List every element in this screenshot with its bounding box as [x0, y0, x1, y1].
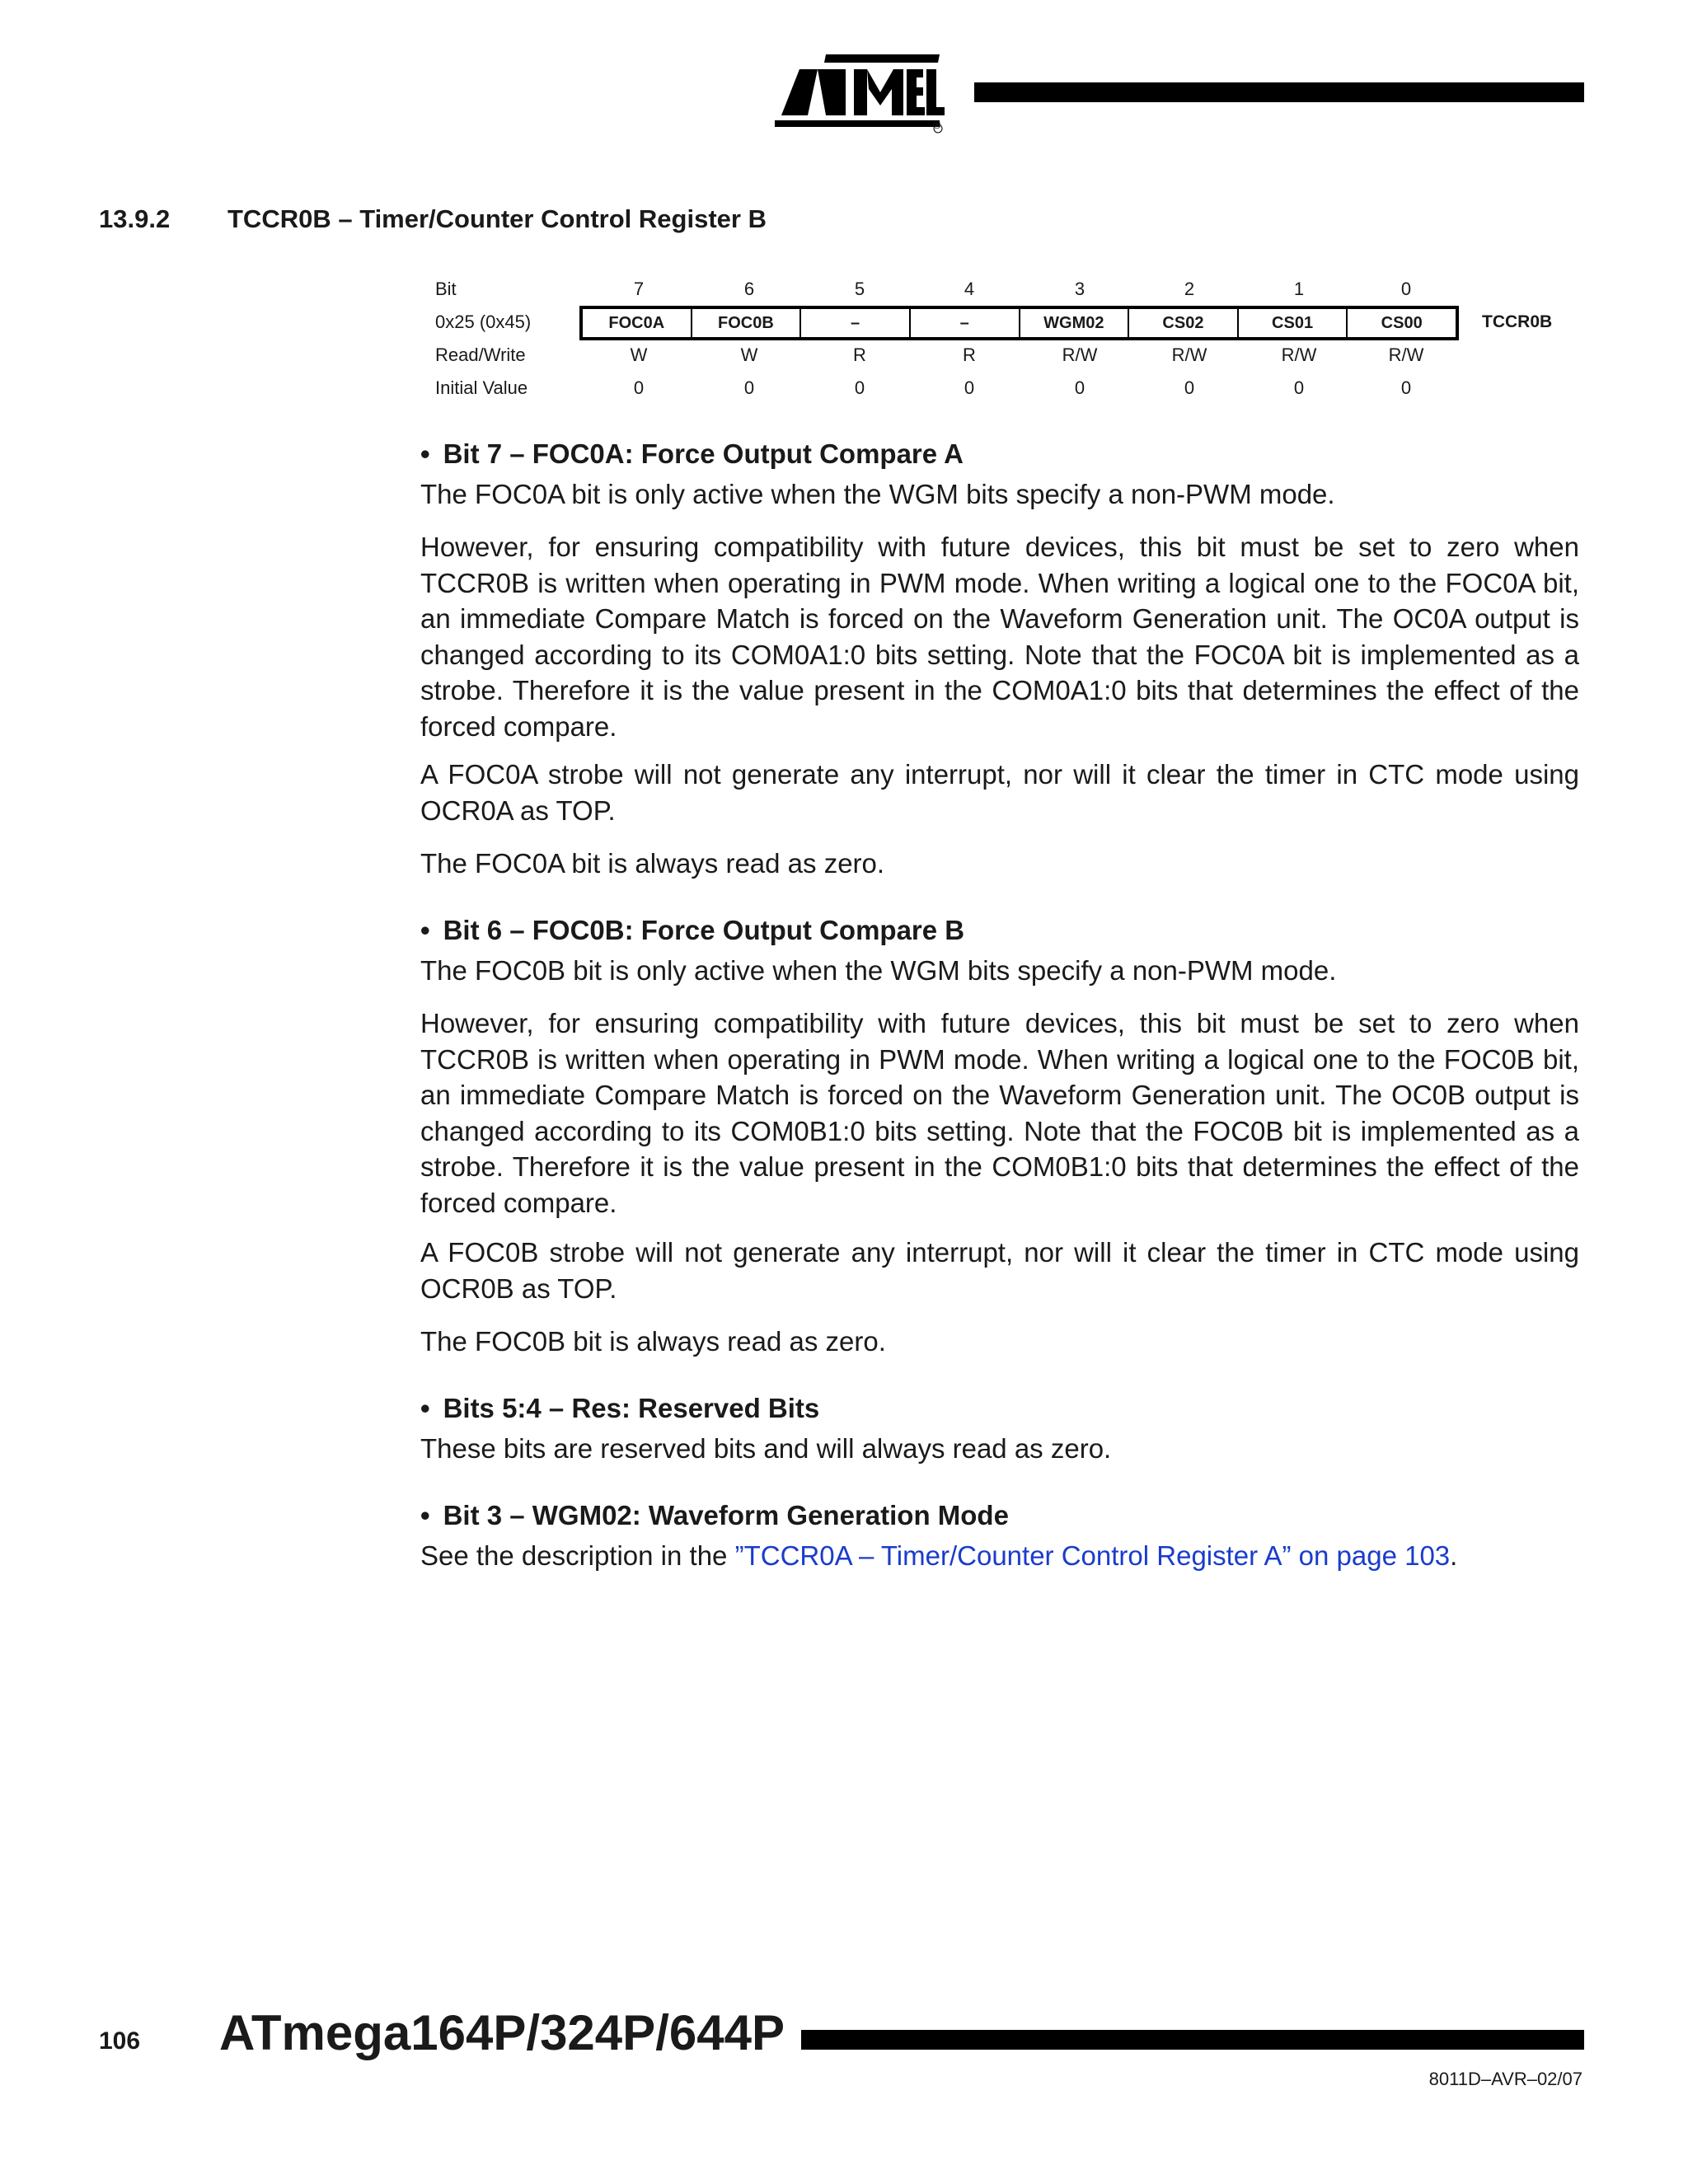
rw-value: R/W	[1281, 344, 1317, 365]
bullet: •	[420, 438, 430, 469]
footer-product-title: ATmega164P/324P/644P	[219, 2005, 785, 2060]
row-label-init: Initial Value	[435, 377, 528, 398]
document-code: 8011D–AVR–02/07	[1428, 2069, 1582, 2089]
bit7-paragraph-1: The FOC0A bit is only active when the WGM bits specify a non-PWM mode.	[420, 479, 1335, 509]
tccr0a-cross-reference-link[interactable]: ”TCCR0A – Timer/Counter Control Register A” on page 103	[734, 1540, 1451, 1571]
register-name: TCCR0B	[1482, 312, 1553, 331]
bit3-paragraph: See the description in the ”TCCR0A – Timer/Counter Control Register A” on page 103.	[420, 1540, 1458, 1571]
bit-number: 7	[633, 279, 645, 299]
bit-number: 0	[1400, 279, 1412, 299]
bit-number: 3	[1074, 279, 1085, 299]
bit3-heading: • Bit 3 – WGM02: Waveform Generation Mode	[420, 1500, 1009, 1530]
initial-value: 0	[1074, 377, 1085, 398]
bit-name-cell: CS02	[1129, 309, 1239, 337]
bit-name-cell: FOC0B	[692, 309, 802, 337]
bit7-paragraph-2: However, for ensuring compatibility with future devices, this bit must be set to zero when TCCR0B is written when operating in PWM mode. When writing a logical one to the FOC0A bit, an immediate Compare Match is forced on the Waveform Generation unit. The OC0A output is changed according to its COM0A1:0 bits setting. Note that the FOC0A bit is implemented as a strobe. Therefore it is the value present in the COM0A1:0 bits that determines the effect of the forced compare.	[420, 532, 1579, 742]
initial-value: 0	[854, 377, 865, 398]
bit6-paragraph-2: However, for ensuring compatibility with future devices, this bit must be set to zero when TCCR0B is written when operating in PWM mode. When writing a logical one to the FOC0B bit, an immediate Compare Match is forced on the Waveform Generation unit. The OC0B output is changed according to its COM0B1:0 bits setting. Note that the FOC0B bit is implemented as a strobe. Therefore it is the value present in the COM0B1:0 bits that determines the effect of the forced compare.	[420, 1008, 1579, 1218]
footer-rule	[801, 2030, 1584, 2050]
bit7-paragraph-4: The FOC0A bit is always read as zero.	[420, 848, 885, 879]
bit7-paragraph-3: A FOC0A strobe will not generate any interrupt, nor will it clear the timer in CTC mode using OCR0A as TOP.	[420, 759, 1579, 826]
registered-mark: ®	[933, 119, 941, 131]
rw-value: R/W	[1388, 344, 1424, 365]
initial-value: 0	[1400, 377, 1412, 398]
bits54-paragraph: These bits are reserved bits and will always read as zero.	[420, 1433, 1112, 1464]
rw-value: R	[853, 344, 866, 365]
bit-number: 4	[964, 279, 975, 299]
initial-value: 0	[633, 377, 645, 398]
bit-name-cell: FOC0A	[583, 309, 692, 337]
bit-name-cell: CS01	[1239, 309, 1348, 337]
rw-value: R/W	[1062, 344, 1098, 365]
row-label-bit: Bit	[435, 279, 457, 299]
bit-number: 2	[1184, 279, 1195, 299]
bit-name-cell: –	[911, 309, 1020, 337]
row-label-address: 0x25 (0x45)	[435, 312, 532, 332]
rw-value: R/W	[1171, 344, 1207, 365]
bits54-heading: • Bits 5:4 – Res: Reserved Bits	[420, 1393, 820, 1423]
header-rule	[974, 82, 1584, 102]
page-number: 106	[99, 2027, 141, 2055]
row-label-rw: Read/Write	[435, 344, 526, 365]
bullet: •	[420, 1500, 430, 1530]
rw-value: R	[963, 344, 976, 365]
rw-value: W	[740, 344, 758, 365]
initial-value: 0	[1293, 377, 1305, 398]
initial-value: 0	[743, 377, 755, 398]
bullet: •	[420, 915, 430, 945]
bit-name-cell: WGM02	[1020, 309, 1130, 337]
bullet: •	[420, 1393, 430, 1423]
bit-name-cell: –	[801, 309, 911, 337]
initial-value: 0	[1184, 377, 1195, 398]
rw-value: W	[630, 344, 648, 365]
section-title: TCCR0B – Timer/Counter Control Register B	[227, 204, 767, 233]
bit6-paragraph-3: A FOC0B strobe will not generate any interrupt, nor will it clear the timer in CTC mode using OCR0B as TOP.	[420, 1237, 1579, 1304]
bit-number: 6	[743, 279, 755, 299]
atmel-logo	[775, 51, 948, 134]
section-number: 13.9.2	[99, 204, 171, 233]
initial-value: 0	[964, 377, 975, 398]
bit-number: 5	[854, 279, 865, 299]
bit6-paragraph-4: The FOC0B bit is always read as zero.	[420, 1326, 886, 1357]
bit7-heading: • Bit 7 – FOC0A: Force Output Compare A	[420, 438, 964, 469]
bit-name-cell: CS00	[1381, 314, 1423, 332]
register-bit-field	[579, 306, 1459, 340]
bit6-paragraph-1: The FOC0B bit is only active when the WGM bits specify a non-PWM mode.	[420, 955, 1337, 986]
bit-number: 1	[1293, 279, 1305, 299]
bit6-heading: • Bit 6 – FOC0B: Force Output Compare B	[420, 915, 965, 945]
